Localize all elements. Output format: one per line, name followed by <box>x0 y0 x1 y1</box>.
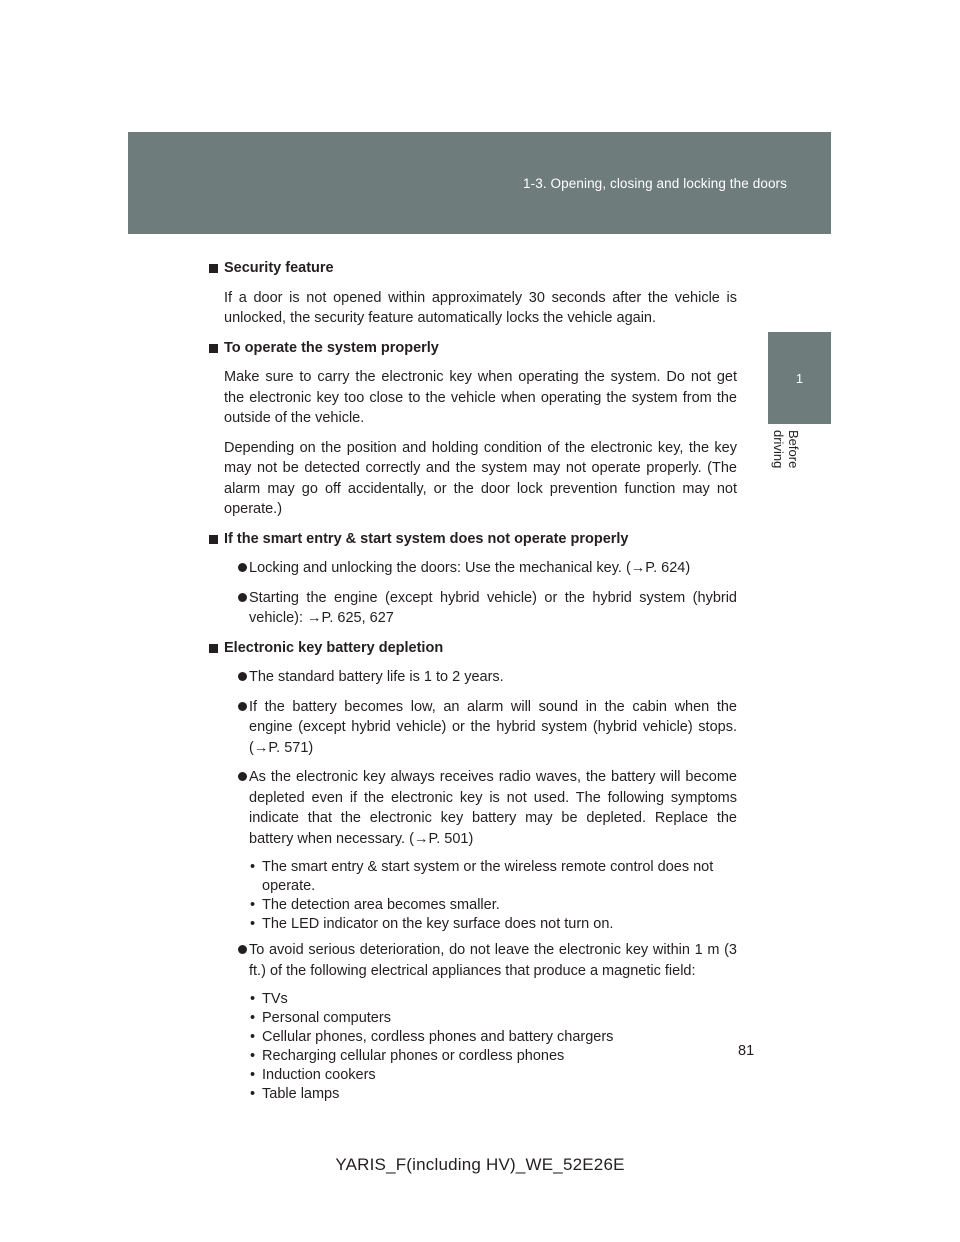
chapter-tab <box>768 332 831 424</box>
heading-battery-depletion: Electronic key battery depletion <box>209 638 737 659</box>
paragraph: Make sure to carry the electronic key when operating the system. Do not get the electronic key too close to the vehicle when operating the system from the outside of the vehicle. <box>224 369 737 426</box>
page-number: 81 <box>738 1043 755 1059</box>
chapter-number: 1 <box>795 370 804 386</box>
bullet-item: As the electronic key always receives radio waves, the battery will become depleted even if the electronic key is not used. The following symptoms indicate that the electronic key battery may be depleted. Replace the battery when necessary. (→P. 501) <box>209 767 737 849</box>
bullet-item: Starting the engine (except hybrid vehicle) or the hybrid system (hybrid vehicle): →P. 625, 627 <box>209 588 737 629</box>
heading-not-operate: If the smart entry & start system does not operate properly <box>209 529 737 550</box>
list-item: • Recharging cellular phones or cordless phones <box>249 1047 737 1066</box>
list-item: • Cellular phones, cordless phones and battery chargers <box>249 1028 737 1047</box>
header-band <box>128 132 831 234</box>
document-id-footer: YARIS_F(including HV)_WE_52E26E <box>335 1155 625 1174</box>
list-item: • The detection area becomes smaller. <box>249 896 737 915</box>
chapter-label: Before driving <box>771 430 801 469</box>
bullet-item: Locking and unlocking the doors: Use the mechanical key. (→P. 624) <box>209 558 737 579</box>
symptoms-list <box>209 858 737 934</box>
bullet-item: If the battery becomes low, an alarm will sound in the cabin when the engine (except hybrid vehicle) or the hybrid system (hybrid vehicle) stops. (→P. 571) <box>209 697 737 759</box>
paragraph: Depending on the position and holding condition of the electronic key, the key may not be detected correctly and the system may not operate properly. (The alarm may go off accidentally, or the door lock prevention function may not operate.) <box>224 439 737 517</box>
list-item: • Table lamps <box>249 1085 737 1104</box>
heading-operate-properly: To operate the system properly <box>209 338 737 359</box>
list-item: • TVs <box>249 990 737 1009</box>
list-item: • The smart entry & start system or the wireless remote control does not operate. <box>249 858 737 896</box>
page-content <box>209 258 737 1110</box>
bullet-item: The standard battery life is 1 to 2 years. <box>209 667 737 688</box>
paragraph: If a door is not opened within approximately 30 seconds after the vehicle is unlocked, the security feature automatically locks the vehicle again. <box>224 289 737 326</box>
heading-security-feature: Security feature <box>209 258 737 279</box>
section-title: 1-3. Opening, closing and locking the doors <box>523 176 787 191</box>
appliances-list <box>209 990 737 1104</box>
list-item: • Personal computers <box>249 1009 737 1028</box>
list-item: • The LED indicator on the key surface does not turn on. <box>249 915 737 934</box>
list-item: • Induction cookers <box>249 1066 737 1085</box>
bullet-item: To avoid serious deterioration, do not leave the electronic key within 1 m (3 ft.) of the following electrical appliances that produce a magnetic field: <box>209 940 737 981</box>
